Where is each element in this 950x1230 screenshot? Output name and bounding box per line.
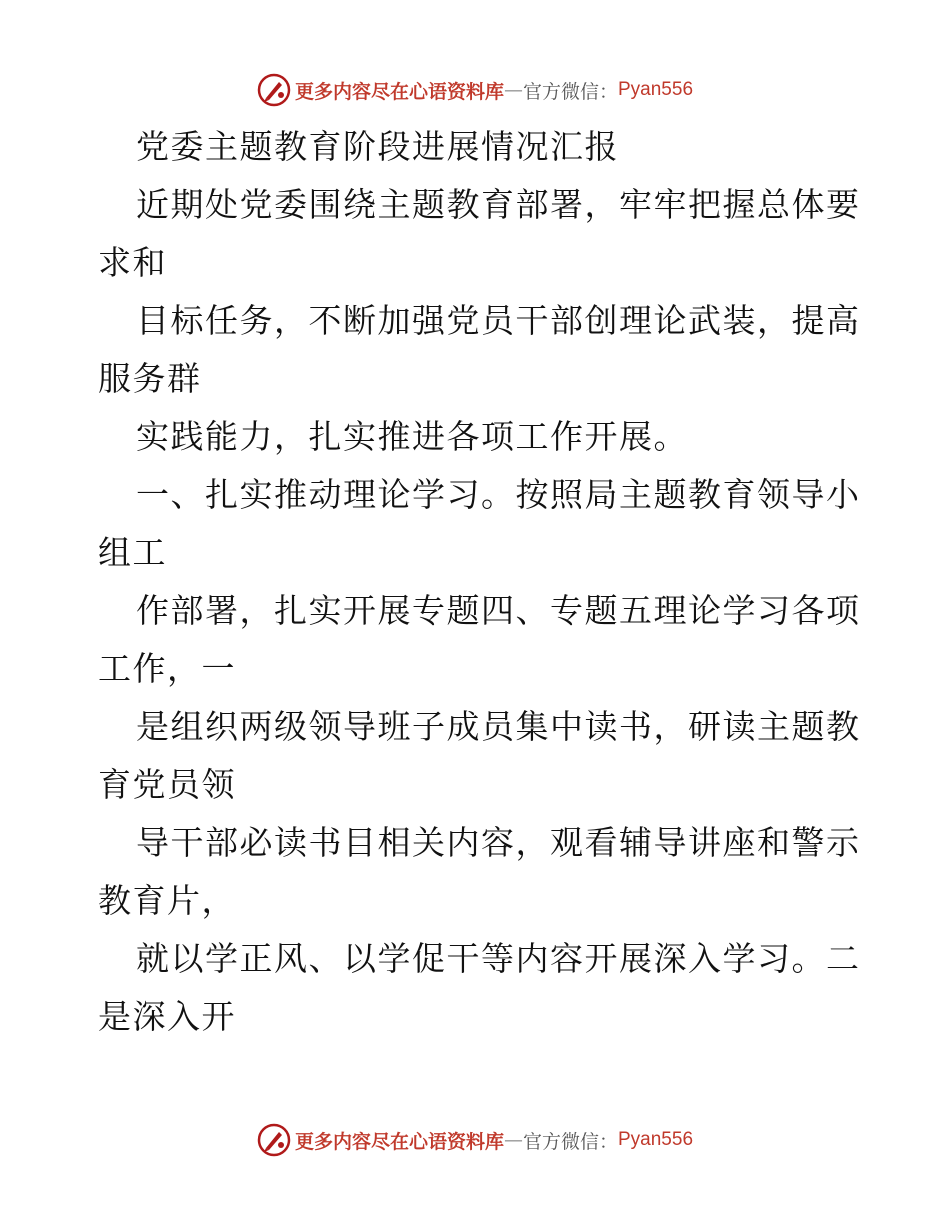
footer-banner xyxy=(0,1120,950,1160)
footer-wechat-label: 官方微信： xyxy=(522,1130,618,1153)
doc-line: 目标任务，不断加强党员干部创理论武装，提高 xyxy=(136,301,861,340)
doc-line: 是组织两级领导班子成员集中读书，研读主题教 xyxy=(136,707,861,746)
footer-account: Pyan556 xyxy=(618,1129,694,1150)
doc-line: 教育片， xyxy=(98,881,236,920)
doc-line: 工作，一 xyxy=(98,649,236,688)
doc-line: 就以学正风、以学促干等内容开展深入学习。二 xyxy=(136,939,861,978)
doc-line: 服务群 xyxy=(98,359,202,398)
header-wechat-label: 官方微信： xyxy=(522,80,618,103)
doc-line: 组工 xyxy=(98,533,167,572)
doc-line: 求和 xyxy=(98,243,167,282)
pen-seal-icon xyxy=(257,1123,291,1157)
doc-title: 党委主题教育阶段进展情况汇报 xyxy=(136,127,619,166)
header-banner xyxy=(0,70,950,110)
footer-brand: 更多内容尽在心语资料库 xyxy=(294,1130,504,1153)
header-brand: 更多内容尽在心语资料库 xyxy=(294,80,504,103)
doc-line: 是深入开 xyxy=(98,997,236,1036)
document-body xyxy=(98,118,861,1046)
doc-line: 作部署，扎实开展专题四、专题五理论学习各项 xyxy=(136,591,861,630)
doc-line: 实践能力，扎实推进各项工作开展。 xyxy=(136,417,688,456)
pen-seal-icon xyxy=(257,73,291,107)
doc-line: 育党员领 xyxy=(98,765,236,804)
header-separator: — xyxy=(503,79,523,101)
doc-line: 导干部必读书目相关内容，观看辅导讲座和警示 xyxy=(136,823,861,862)
footer-separator: — xyxy=(503,1129,523,1151)
doc-line: 一、扎实推动理论学习。按照局主题教育领导小 xyxy=(136,475,861,514)
doc-line: 近期处党委围绕主题教育部署，牢牢把握总体要 xyxy=(136,185,861,224)
header-account: Pyan556 xyxy=(618,79,694,100)
